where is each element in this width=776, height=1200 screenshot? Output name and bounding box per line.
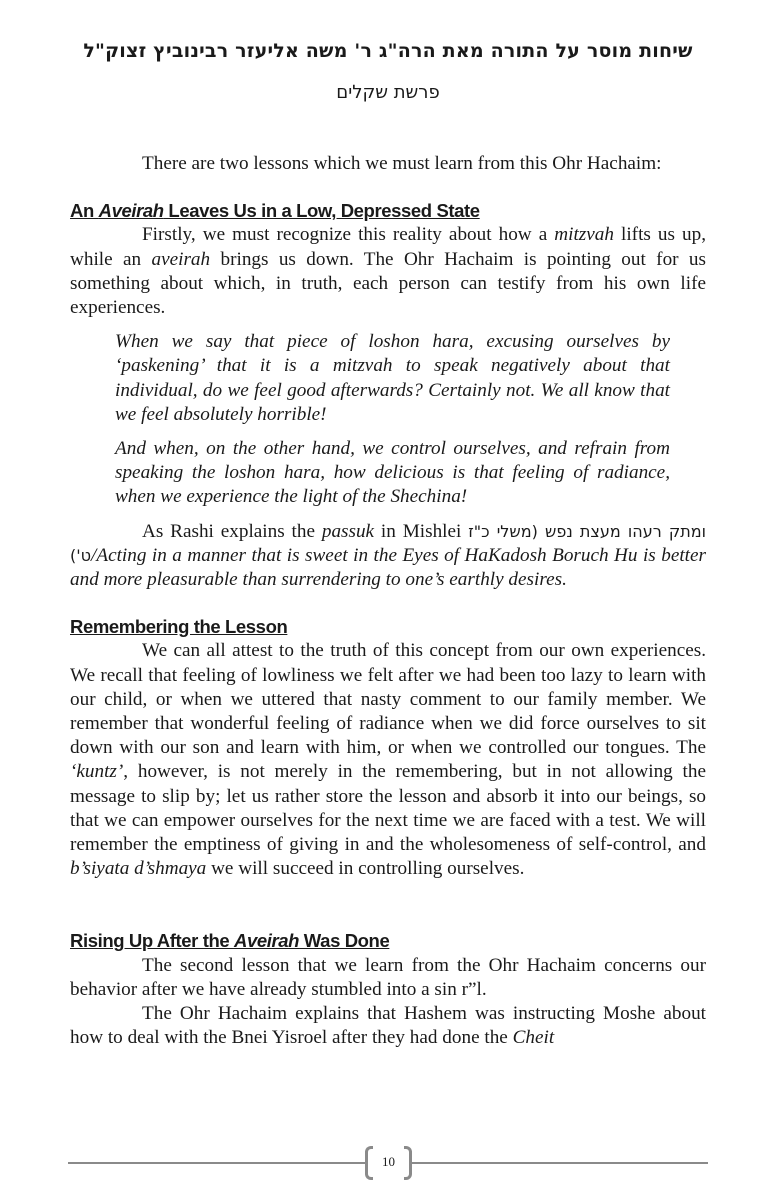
footer-rule-right xyxy=(410,1162,708,1164)
section-heading-rising-up: Rising Up After the Aveirah Was Done xyxy=(70,930,390,952)
intro-paragraph: There are two lessons which we must learn from this Ohr Hachaim: xyxy=(142,153,662,174)
page-footer xyxy=(68,1146,708,1182)
quote-loshon-hara: When we say that piece of loshon hara, excusing ourselves by ‘paskening’ that it is a mitzvah to speak negatively about that individual, do we feel good afterwards? Certainly not. We all know that we feel absolutely horrible! xyxy=(115,331,670,425)
section-heading-remembering: Remembering the Lesson xyxy=(70,616,288,638)
hebrew-verse: ומתק רעהו מעצת נפש (משלי כ"ז ט') xyxy=(70,521,707,565)
left-bracket-icon xyxy=(365,1146,373,1180)
section-heading-aveirah-low: An Aveirah Leaves Us in a Low, Depressed State xyxy=(70,200,480,222)
paragraph-second-lesson: The second lesson that we learn from the Ohr Hachaim concerns our behavior after we have already stumbled into a sin r”l. xyxy=(70,954,706,1000)
footer-rule-left xyxy=(68,1162,366,1164)
page-number: 10 xyxy=(382,1154,395,1169)
paragraph-ohr-hachaim: The Ohr Hachaim explains that Hashem was instructing Moshe about how to deal with the Bnei Yisroel after they had done the Cheit xyxy=(70,1003,706,1049)
body-text xyxy=(70,152,706,1051)
paragraph-firstly: Firstly, we must recognize this reality about how a mitzvah lifts us up, while an aveirah brings us down. The Ohr Hachaim is pointing out for us something about which, in truth, each person can testify from his own life experiences. xyxy=(70,224,706,319)
parsha-title: פרשת שקלים xyxy=(336,82,440,103)
paragraph-remembering: We can all attest to the truth of this concept from our own experiences. We recall that feeling of lowliness we felt after we had been too lazy to learn with our child, or when we uttered that nasty comment to our family member. We remember that wonderful feeling of radiance when we did force ourselves to sit down with our son and learn with him, or when we controlled our tongues. The ‘kuntz’, however, is not merely in the remembering, but in not allowing the message to slip by; let us rather store the lesson and absorb it into our beings, so that we can empower ourselves for the next time we are faced with a test. We will remember the emptiness of giving in and the wholesomeness of self-control, and b’siyata d’shmaya we will succeed in controlling ourselves. xyxy=(70,640,706,880)
paragraph-rashi: As Rashi explains the passuk in Mishlei ומתק רעהו מעצת נפש (משלי כ"ז ט')/Acting in a manner that is sweet in the Eyes of HaKadosh Boruch Hu is better and more pleasurable than surrendering to one’s earthly desires. xyxy=(70,520,707,591)
quote-control: And when, on the other hand, we control ourselves, and refrain from speaking the loshon hara, how delicious is that feeling of radiance, when we experience the light of the Shechina! xyxy=(115,438,670,508)
book-title: שיחות מוסר על התורה מאת הרה"ג ר' משה אליעזר רבינוביץ זצוק"ל xyxy=(83,40,693,62)
